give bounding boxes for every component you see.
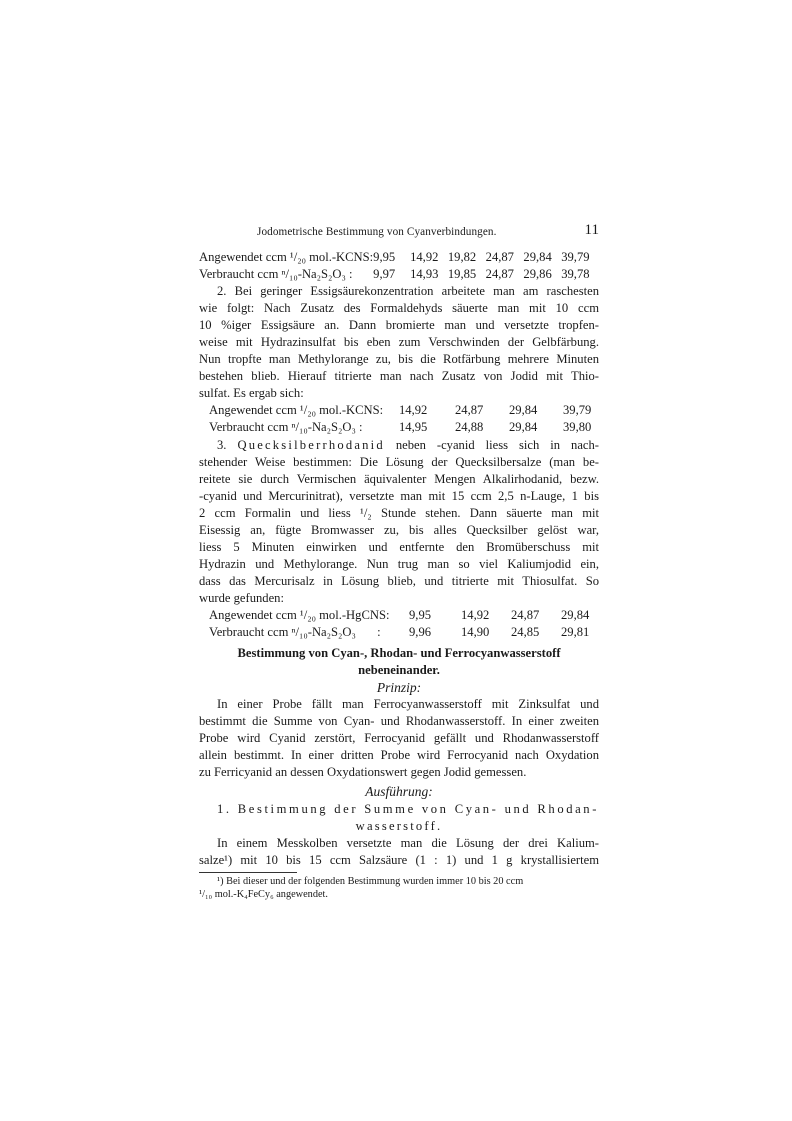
table-cell: 39,80 — [563, 420, 592, 435]
section-heading: Bestimmung von Cyan-, Rhodan- und Ferrocyanwasserstoff — [237, 646, 561, 661]
result-table-kcns-1 — [199, 249, 599, 283]
table-cell: 9,95 — [373, 250, 396, 264]
table-cell: 29,81 — [561, 625, 590, 640]
running-head — [199, 222, 599, 242]
result-table-hgcns — [209, 607, 589, 641]
text-line: liess 5 Minuten einwirken und entfernte den Bromüberschuss mit — [199, 539, 599, 554]
text-line: bestehen blieb. Hierauf titrierte man nach Zusatz von Jodid mit Thio- — [199, 369, 599, 384]
table-label-consumed: Verbraucht ccm ⁿ/₁₀-Na₂S₂O₃ : — [199, 267, 353, 282]
text-line: reitete sie durch Vermischen äquivalenter Mengen Alkalirhodanid, bezw. — [199, 471, 599, 486]
table-cell: 39,79 — [563, 403, 592, 418]
book-page — [199, 222, 599, 901]
text-line — [199, 437, 599, 454]
footnote — [199, 875, 599, 901]
section — [199, 645, 599, 869]
table-cell: 24,87 — [485, 267, 514, 282]
text-line: Probe wird Cyanid zerstört, Ferrocyanid gefällt und Rhodanwasserstoff — [199, 731, 599, 746]
table-cell: 24,87 — [455, 403, 484, 418]
running-title: Jodometrische Bestimmung von Cyanverbindungen. — [257, 226, 497, 238]
table-cell: 39,78 — [561, 267, 590, 282]
table-cell: 29,84 — [509, 403, 538, 418]
table-label-consumed: Verbraucht ccm ⁿ/₁₀-Na₂S₂O₃ : — [209, 420, 363, 435]
text-line: In einer Probe fällt man Ferrocyanwasserstoff mit Zinksulfat und — [217, 697, 599, 712]
table-cell: 14,95 — [399, 420, 428, 435]
text-line: 2 ccm Formalin und liess ¹/₂ Stunde stehen. Dann säuerte man mit — [199, 505, 599, 520]
label-text: Verbraucht ccm ⁿ/₁₀-Na₂S₂O₃ — [209, 625, 356, 640]
paragraph-2 — [199, 283, 599, 402]
table-cell: 29,84 — [561, 607, 590, 622]
text-line: Hydrazin und Methylorange. Nun trug man so viel Kaliumjodid ein, — [199, 556, 599, 571]
table-cell: 14,92 — [399, 403, 428, 418]
table-cell: 14,92 — [461, 607, 490, 622]
table-cell: 14,93 — [410, 267, 439, 282]
text-line: Eisessig an, fügte Bromwasser zu, bis alles Quecksilber gelöst war, — [199, 522, 599, 537]
table-label-used: Angewendet ccm ¹/₂₀ mol.-KCNS: — [209, 403, 384, 418]
text-line: wie folgt: Nach Zusatz des Formaldehyds säuerte man mit 10 ccm — [199, 301, 599, 316]
table-cell: 9,95 — [409, 607, 432, 622]
text-line: dass das Mercurisalz in Lösung blieb, und titrierte mit Thiosulfat. So — [199, 573, 599, 588]
result-table-kcns-2 — [209, 402, 591, 436]
spaced-term: Quecksilberrhodanid — [237, 437, 385, 452]
execution-title: Ausführung: — [365, 784, 433, 800]
table-cell: 29,84 — [523, 250, 552, 264]
text-line: 2. Bei geringer Essigsäurekonzentration arbeitete man am raschesten — [217, 284, 599, 299]
text-line: weise mit Hydrazinsulfat bis eben zum Verschwinden der Gelbfärbung. — [199, 335, 599, 350]
text-line: salze¹) mit 10 bis 15 ccm Salzsäure (1 : 1) und 1 g krystallisiertem — [199, 852, 599, 867]
text-line: Nun tropfte man Methylorange zu, bis die Rotfärbung mehrere Minuten — [199, 352, 599, 367]
section-heading-cont: nebeneinander. — [358, 663, 440, 678]
text-line: sulfat. Es ergab sich: — [199, 386, 304, 401]
footnote-line: ¹/₁₀ mol.-K₄FeCy₆ angewendet. — [199, 888, 328, 900]
text-line: allein bestimmt. In einer dritten Probe wird Ferrocyanid nach Oxydation — [199, 748, 599, 763]
table-cell: 24,85 — [511, 625, 540, 640]
text-line: stehender Weise bestimmen: Die Lösung der Quecksilbersalze (man be- — [199, 454, 599, 469]
table-cell: 14,92 — [410, 250, 439, 264]
principle-title: Prinzip: — [376, 680, 422, 696]
table-cell: 19,82 — [447, 250, 477, 264]
table-cell: 9,97 — [373, 267, 396, 282]
table-cell: 24,88 — [455, 420, 484, 435]
footnote-line: ¹) Bei dieser und der folgenden Bestimmung wurden immer 10 bis 20 ccm — [217, 875, 524, 887]
text-line: bestimmt die Summe von Cyan- und Rhodanwasserstoff. In einer zweiten — [199, 714, 599, 729]
table-label-used: Angewendet ccm ¹/₂₀ mol.-KCNS: — [199, 250, 374, 264]
table-cell: 19,85 — [447, 267, 477, 282]
label-separator: : — [377, 625, 381, 640]
table-cell: 29,86 — [523, 267, 552, 282]
table-cell: 14,90 — [461, 625, 490, 640]
table-cell: 29,84 — [509, 420, 538, 435]
text-line: 10 %iger Essigsäure an. Dann bromierte man und versetzte tropfen- — [199, 318, 599, 333]
line-rest: neben -cyanid liess sich in nach- — [395, 437, 599, 452]
item-number: 3. — [217, 437, 227, 452]
subheading: 1. Bestimmung der Summe von Cyan- und Rhodan- — [217, 801, 599, 816]
table-cell: 24,87 — [485, 250, 514, 264]
table-label-used: Angewendet ccm ¹/₂₀ mol.-HgCNS: — [209, 607, 390, 622]
text-line: zu Ferricyanid an dessen Oxydationswert gegen Jodid gemessen. — [199, 765, 527, 780]
text-line: wurde gefunden: — [199, 590, 284, 605]
table-label-consumed — [209, 624, 409, 641]
footnote-rule — [199, 872, 297, 873]
table-cell: 9,96 — [409, 625, 432, 640]
table-cell: 24,87 — [511, 607, 540, 622]
table-cell: 39,79 — [561, 250, 590, 264]
subheading-cont: wasserstoff. — [355, 818, 443, 833]
page-number: 11 — [584, 222, 599, 238]
text-line: In einem Messkolben versetzte man die Lösung der drei Kalium- — [217, 835, 599, 850]
paragraph-3 — [199, 437, 599, 607]
text-line: -cyanid und Mercurinitrat), versetzte man mit 15 ccm 2,5 n-Lauge, 1 bis — [199, 488, 599, 503]
